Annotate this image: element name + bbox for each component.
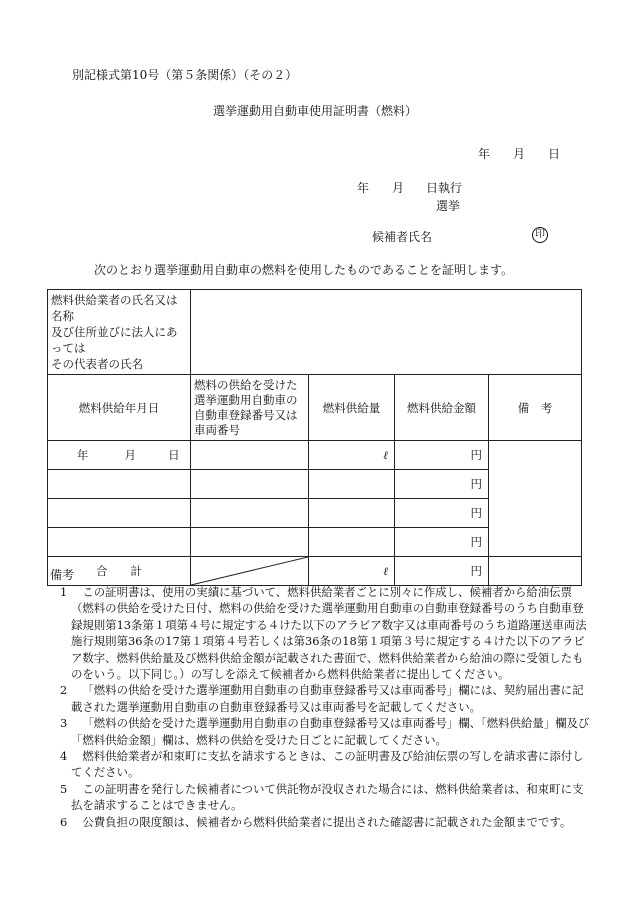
row-date-year: 年 bbox=[76, 448, 89, 462]
row-amount[interactable]: ℓ bbox=[309, 441, 395, 470]
total-vehicle-diagonal bbox=[191, 557, 309, 586]
notes-heading: 備考 bbox=[50, 568, 75, 582]
row-date[interactable] bbox=[48, 499, 191, 528]
row-vehicle[interactable] bbox=[191, 528, 309, 557]
row-date[interactable] bbox=[48, 441, 191, 470]
form-number: 別記様式第10号（第５条関係）（その２） bbox=[72, 68, 298, 82]
date-month: 月 bbox=[513, 147, 526, 161]
seal-mark: 印 bbox=[532, 227, 548, 243]
row-price[interactable]: 円 bbox=[395, 499, 489, 528]
note-item: 1 この証明書は、使用の実績に基づいて、燃料供給業者ごとに別々に作成し、候補者から給油伝票（燃料の供給を受けた日付、燃料の供給を受けた選挙運動用自動車の自動車登録番号のうち自動車登録規則第13条第１項第４号に規定する４けた以下のアラビア数字又は車両番号のうち道路運送車両法施行規則第36条の17第１項第４号若しくは第36条の18第１項第３号に規定する４けた以下のアラビア数字、燃料供給量及び燃料供給金額が記載された書面で、燃料供給業者から給油の際に受領したものをいう。以下同じ。）の写しを添えて候補者から燃料供給業者に提出してください。 bbox=[60, 585, 587, 682]
row-amount[interactable] bbox=[309, 470, 395, 499]
exec-day: 日執行 bbox=[426, 181, 463, 195]
row-price[interactable]: 円 bbox=[395, 528, 489, 557]
note-item: 6 公費負担の限度額は、候補者から燃料供給業者に提出された確認書に記載された金額までです。 bbox=[60, 814, 572, 829]
row-vehicle[interactable] bbox=[191, 441, 309, 470]
row-price[interactable]: 円 bbox=[395, 470, 489, 499]
total-row bbox=[48, 557, 582, 586]
table-row bbox=[48, 441, 582, 470]
row-date-day: 日 bbox=[168, 448, 180, 462]
document-title: 選挙運動用自動車使用証明書（燃料） bbox=[212, 104, 417, 118]
date-year: 年 bbox=[478, 147, 491, 161]
date-day: 日 bbox=[548, 147, 561, 161]
row-date-month: 月 bbox=[124, 448, 136, 462]
remarks-cell[interactable] bbox=[489, 441, 582, 557]
total-amount[interactable]: ℓ bbox=[309, 557, 395, 586]
header-remarks: 備 考 bbox=[489, 375, 582, 441]
exec-year: 年 bbox=[357, 181, 370, 195]
row-amount[interactable] bbox=[309, 528, 395, 557]
row-vehicle[interactable] bbox=[191, 499, 309, 528]
header-date: 燃料供給年月日 bbox=[48, 375, 191, 441]
total-price[interactable]: 円 bbox=[395, 557, 489, 586]
exec-month: 月 bbox=[392, 181, 405, 195]
note-item: 2 「燃料の供給を受けた選挙運動用自動車の自動車登録番号又は車両番号」欄には、契約届出書に記載された選挙運動用自動車の自動車登録番号又は車両番号を記載してください。 bbox=[60, 683, 584, 714]
header-amount: 燃料供給量 bbox=[309, 375, 395, 441]
supplier-value[interactable] bbox=[191, 290, 582, 375]
intro-text: 次のとおり選挙運動用自動車の燃料を使用したものであることを証明します。 bbox=[94, 263, 514, 277]
note-item: 4 燃料供給業者が和束町に支払を請求するときは、この証明書及び給油伝票の写しを請求書に添付してください。 bbox=[60, 749, 584, 780]
note-item: 3 「燃料の供給を受けた選挙運動用自動車の自動車登録番号又は車両番号」欄、「燃料供給量」欄及び「燃料供給金額」欄は、燃料の供給を受けた日ごとに記載してください。 bbox=[60, 716, 590, 747]
notes-list bbox=[50, 584, 590, 830]
diagonal-line bbox=[191, 557, 308, 585]
row-price[interactable]: 円 bbox=[395, 441, 489, 470]
header-vehicle: 燃料の供給を受けた 選挙運動用自動車の 自動車登録番号又は 車両番号 bbox=[191, 375, 309, 441]
header-price: 燃料供給金額 bbox=[395, 375, 489, 441]
total-remarks[interactable] bbox=[489, 557, 582, 586]
candidate-name-label: 候補者氏名 bbox=[372, 230, 433, 244]
row-date[interactable] bbox=[48, 528, 191, 557]
election-label: 選挙 bbox=[436, 199, 461, 213]
supplier-label: 燃料供給業者の氏名又は名称 及び住所並びに法人にあっては その代表者の氏名 bbox=[48, 290, 191, 375]
supplier-row bbox=[48, 290, 582, 375]
row-vehicle[interactable] bbox=[191, 470, 309, 499]
row-date[interactable] bbox=[48, 470, 191, 499]
total-label: 合 計 bbox=[48, 557, 191, 586]
header-row bbox=[48, 375, 582, 441]
note-item: 5 この証明書を発行した候補者について供託物が没収された場合には、燃料供給業者は、和束町に支払を請求することはできません。 bbox=[60, 781, 584, 813]
row-amount[interactable] bbox=[309, 499, 395, 528]
fuel-usage-table bbox=[47, 289, 582, 586]
